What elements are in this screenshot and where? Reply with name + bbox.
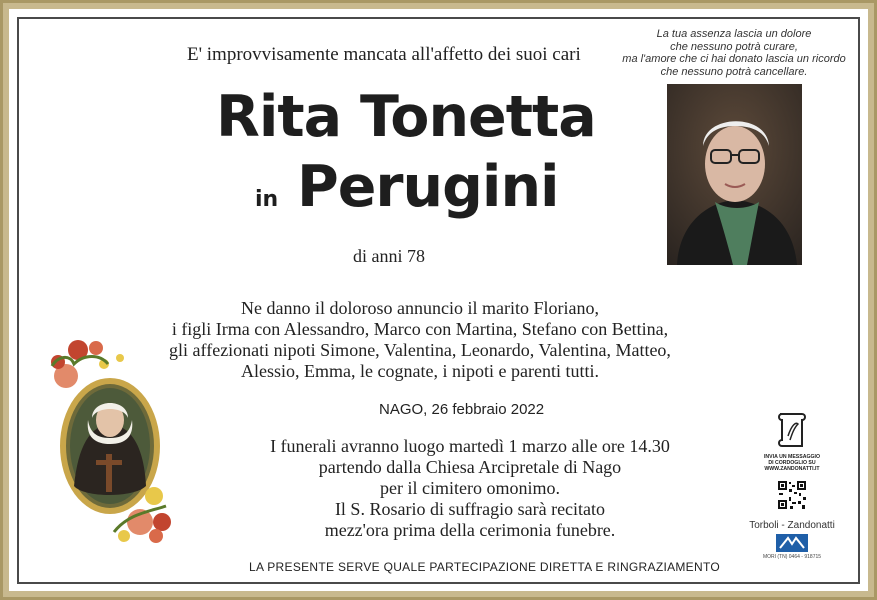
scroll-icon[interactable]	[774, 410, 810, 452]
agency-name: Torboli - Zandonatti	[749, 520, 835, 531]
message-line: WWW.ZANDONATTI.IT	[764, 466, 820, 472]
agency-contact: MORI (TN) 0464 - 918715	[762, 554, 822, 560]
poem-line: La tua assenza lascia un dolore	[656, 28, 812, 40]
announcement-line: Ne danno il doloroso annuncio il marito Floriano,	[241, 298, 599, 318]
poem-line: che nessuno potrà curare,	[670, 40, 798, 53]
announcement-text	[150, 298, 690, 382]
funeral-line: per il cimitero omonimo.	[380, 478, 560, 498]
funeral-line: mezz'ora prima della cerimonia funebre.	[324, 520, 616, 540]
place-date: NAGO, 26 febbraio 2022	[379, 401, 545, 418]
announcement-line: Alessio, Emma, le cognate, i nipoti e parenti tutti.	[241, 361, 599, 381]
message-line: INVIA UN MESSAGGIO	[763, 454, 820, 460]
poem-line: che nessuno potrà cancellare.	[660, 65, 808, 78]
footer-note: LA PRESENTE SERVE QUALE PARTECIPAZIONE DIRETTA E RINGRAZIAMENTO	[249, 560, 721, 574]
deceased-first-name: Rita Tonetta	[216, 84, 596, 150]
funeral-line: partendo dalla Chiesa Arcipretale di Nago	[318, 457, 622, 477]
agency-logo-icon	[776, 534, 808, 552]
announcement-line: i figli Irma con Alessandro, Marco con Martina, Stefano con Bettina,	[171, 319, 669, 339]
portrait-photo	[667, 84, 802, 265]
deceased-age: di anni 78	[353, 246, 425, 266]
funeral-line: Il S. Rosario di suffragio sarà recitato	[334, 499, 606, 519]
funeral-agency-block	[748, 410, 836, 570]
condolence-message[interactable]	[748, 454, 836, 472]
deceased-married-name: Perugini	[297, 154, 559, 220]
announcement-line: gli affezionati nipoti Simone, Valentina, Leonardo, Valentina, Matteo,	[169, 340, 671, 360]
qr-code-icon[interactable]	[777, 480, 807, 510]
funeral-details	[230, 436, 710, 541]
memorial-poem	[600, 28, 868, 78]
poem-line: ma l'amore che ci hai donato lascia un ricordo	[622, 53, 846, 65]
message-line: DI CORDOGLIO SU	[768, 460, 816, 466]
married-prefix: in	[255, 187, 279, 212]
intro-text: E' improvvisamente mancata all'affetto dei suoi cari	[187, 44, 581, 65]
funeral-line: I funerali avranno luogo martedì 1 marzo alle ore 14.30	[270, 436, 670, 456]
saint-rita-image	[44, 336, 184, 548]
